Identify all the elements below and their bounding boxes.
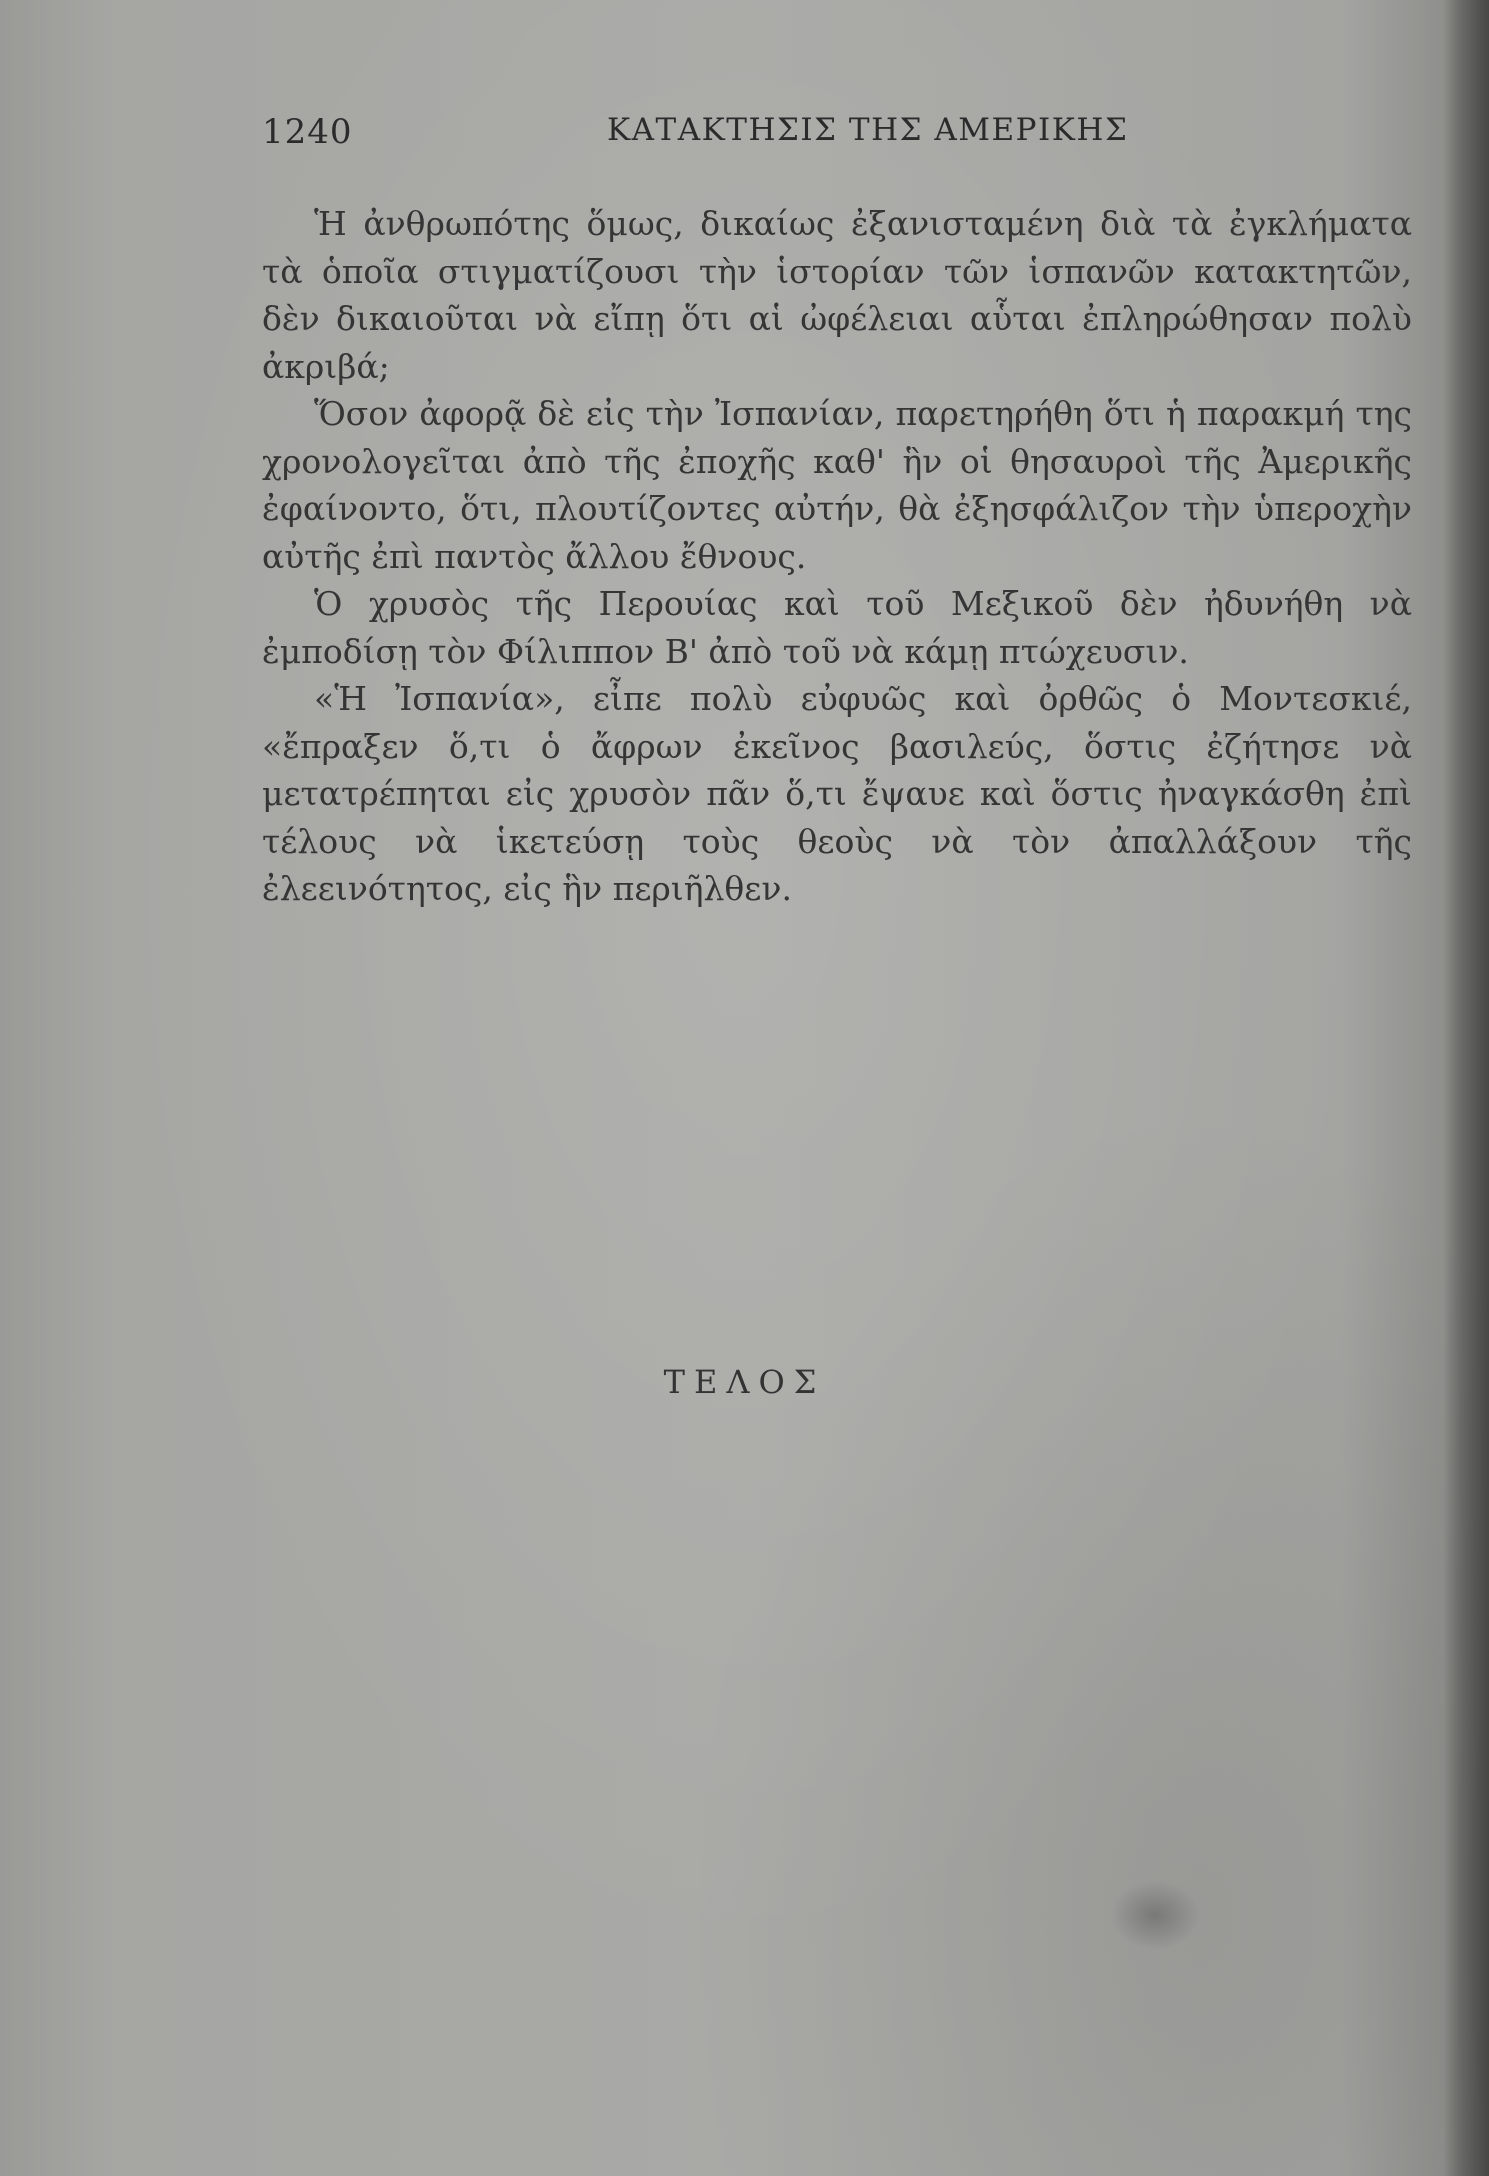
paragraph: «Ἡ Ἰσπανία», εἶπε πολὺ εὐφυῶς καὶ ὀρθῶς ὁ Μοντεσκιέ, «ἔπραξεν ὅ,τι ὁ ἄφρων ἐκεῖνος βασιλεύς, ὅστις ἐζήτησε νὰ μετατρέπηται εἰς χρυσὸν πᾶν ὅ,τι ἔψαυε καὶ ὅστις ἠναγκάσθη ἐπὶ τέλους νὰ ἱκετεύσῃ τοὺς θεοὺς νὰ τὸν ἀπαλλάξουν τῆς ἐλεεινότητος, εἰς ἣν περιῆλθεν.	[262, 679, 1412, 908]
end-word: ΤΕΛΟΣ	[663, 1363, 826, 1401]
ink-smudge	[1110, 1880, 1200, 1950]
running-title: ΚΑΤΑΚΤΗΣΙΣ ΤΗΣ ΑΜΕΡΙΚΗΣ	[607, 112, 1129, 148]
page-number: 1240	[262, 112, 353, 152]
paragraph: Ἡ ἀνθρωπότης ὅμως, δικαίως ἐξανισταμένη διὰ τὰ ἐγκλήματα τὰ ὁποῖα στιγματίζουσι τὴν ἱστορίαν τῶν ἱσπανῶν κατακτητῶν, δὲν δικαιοῦται νὰ εἴπῃ ὅτι αἱ ὠφέλειαι αὗται ἐπληρώθησαν πολὺ ἀκριβά;	[262, 204, 1412, 386]
paragraph: Ὅσον ἀφορᾷ δὲ εἰς τὴν Ἰσπανίαν, παρετηρήθη ὅτι ἡ παρακμή της χρονολογεῖται ἀπὸ τῆς ἐποχῆς καθ' ἣν οἱ θησαυροὶ τῆς Ἀμερικῆς ἐφαίνοντο, ὅτι, πλουτίζοντες αὐτήν, θὰ ἐξησφάλιζον τὴν ὑπεροχὴν αὐτῆς ἐπὶ παντὸς ἄλλου ἔθνους.	[262, 394, 1412, 576]
paragraph: Ὁ χρυσὸς τῆς Περουίας καὶ τοῦ Μεξικοῦ δὲν ἠδυνήθη νὰ ἐμποδίσῃ τὸν Φίλιππον Β' ἀπὸ τοῦ νὰ κάμῃ πτώχευσιν.	[262, 584, 1412, 671]
page-edge-shadow	[1443, 0, 1489, 2176]
page-header	[262, 112, 1162, 152]
body-text	[262, 200, 1412, 913]
